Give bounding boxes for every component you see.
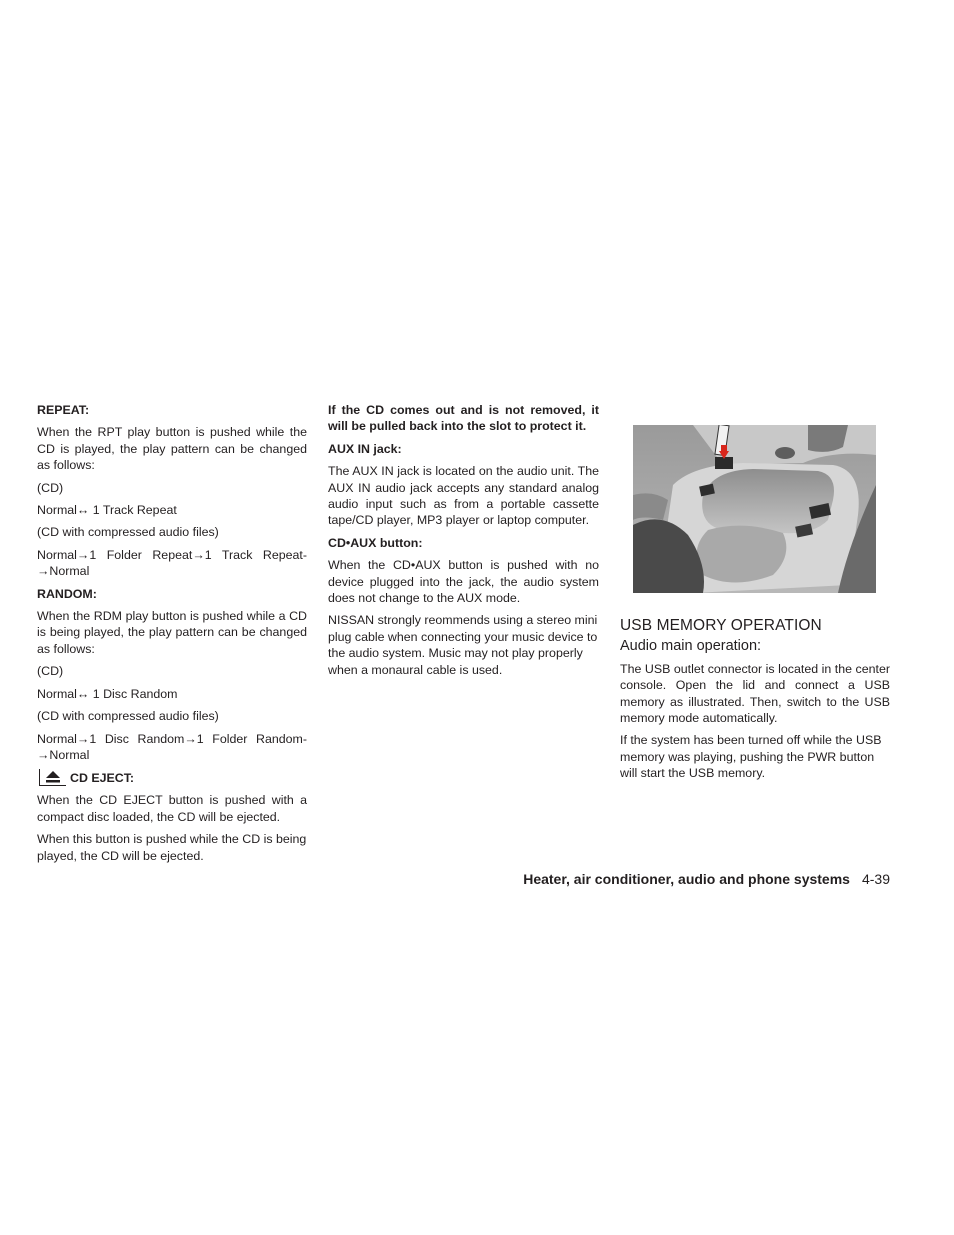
eject-icon <box>39 769 66 786</box>
repeat-cd-label: (CD) <box>37 480 64 495</box>
page-number: 4-39 <box>861 871 890 887</box>
nissan-text: NISSAN strongly reommends using a stereo mini plug cable when connecting your music device to the audio system. Music may not play properly when a monaural cable is used. <box>328 613 598 677</box>
usb-text-2: If the system has been turned off while the USB memory was playing, pushing the PWR button will start the USB memory. <box>620 733 882 781</box>
cd-warning: If the CD comes out and is not removed, it will be pulled back into the slot to protect it. <box>328 403 599 434</box>
aux-text: The AUX IN jack is located on the audio unit. The AUX IN audio jack accepts any standard analog audio input such as from a portable cassette tape/CD player, MP3 player or laptop computer. <box>328 464 599 528</box>
middle-column <box>328 402 599 684</box>
right-column <box>620 425 890 788</box>
usb-console-illustration <box>633 425 876 593</box>
random-cd-pattern: Normal↔ 1 Disc Random <box>37 686 178 701</box>
repeat-cd-pattern: Normal↔ 1 Track Repeat <box>37 503 177 518</box>
random-text: When the RDM play button is pushed while a CD is being played, the play pattern can be changed as follows: <box>37 609 307 656</box>
audio-main-subtitle: Audio main operation: <box>620 638 762 655</box>
repeat-text: When the RPT play button is pushed while the CD is played, the play pattern can be changed as follows: <box>37 425 307 473</box>
random-compressed-pattern: Normal→1 Disc Random→1 Folder Random-→Normal <box>37 731 307 762</box>
random-heading: RANDOM: <box>37 586 97 601</box>
cdaux-heading: CD•AUX button: <box>328 535 423 550</box>
eject-text-2: When this button is pushed while the CD is being played, the CD will be ejected. <box>37 832 307 863</box>
repeat-heading: REPEAT: <box>37 403 90 417</box>
eject-heading-row <box>37 769 307 786</box>
usb-text-1: The USB outlet connector is located in the center console. Open the lid and connect a USB memory as illustrated. Then, switch to the USB memory mode automatically. <box>620 661 890 726</box>
cdaux-text: When the CD•AUX button is pushed with no device plugged into the jack, the audio system does not change to the AUX mode. <box>328 558 599 606</box>
left-column <box>37 402 307 870</box>
footer-section-name: Heater, air conditioner, audio and phone systems <box>523 871 850 887</box>
page-footer <box>523 871 890 887</box>
random-compressed-label: (CD with compressed audio files) <box>37 709 219 724</box>
repeat-compressed-label: (CD with compressed audio files) <box>37 525 219 540</box>
usb-section-title: USB MEMORY OPERATION <box>620 617 822 634</box>
eject-heading: CD EJECT: <box>70 770 135 785</box>
repeat-compressed-pattern: Normal→1 Folder Repeat→1 Track Repeat-→Normal <box>37 547 307 579</box>
eject-text-1: When the CD EJECT button is pushed with a compact disc loaded, the CD will be ejected. <box>37 793 307 824</box>
aux-heading: AUX IN jack: <box>328 441 402 456</box>
random-cd-label: (CD) <box>37 664 64 679</box>
